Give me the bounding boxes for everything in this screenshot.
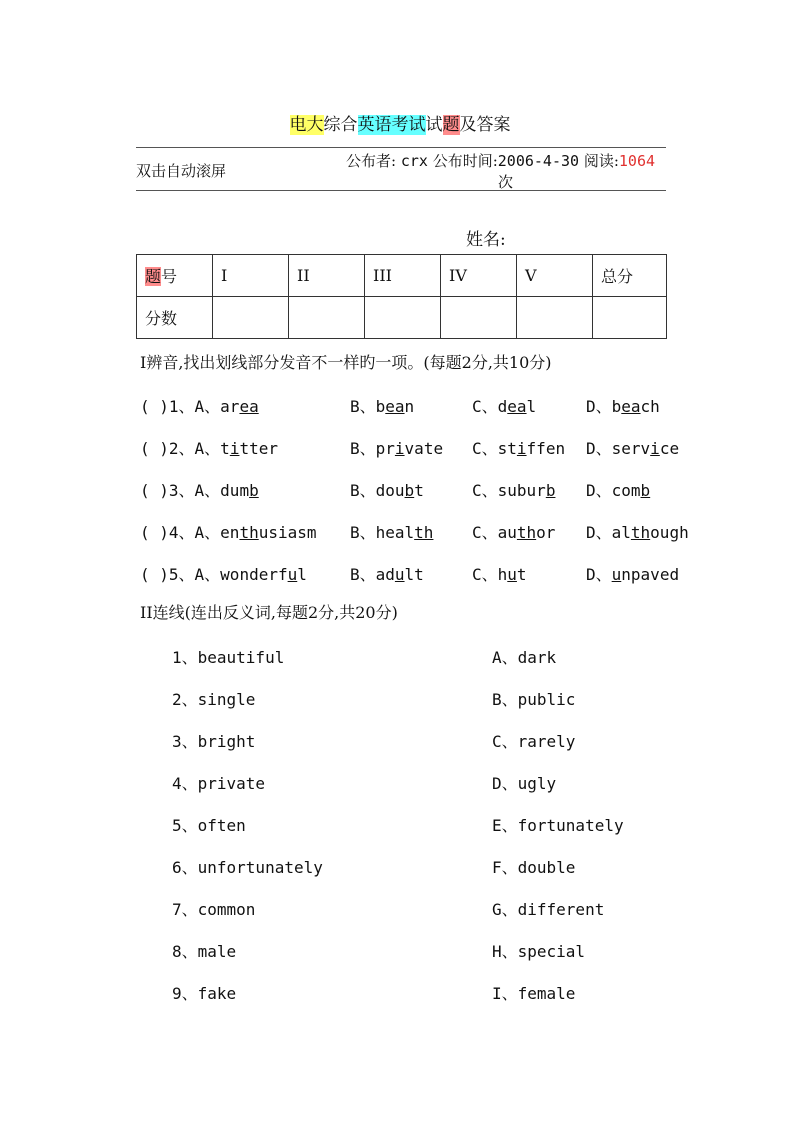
underlined-sound: ea — [239, 397, 259, 416]
option-d — [586, 394, 660, 417]
word-part: st — [497, 439, 517, 458]
word-part: or — [536, 523, 556, 542]
match-left-item: 1、beautiful — [172, 648, 285, 667]
header-col-1: I — [213, 255, 289, 297]
underlined-sound: ea — [385, 397, 405, 416]
option-letter: B、 — [350, 439, 376, 458]
word-part: b — [375, 397, 386, 416]
section1-heading: I辨音,找出划线部分发音不一样旳一项。(每题2分,共10分) — [140, 353, 552, 372]
match-left-item: 2、single — [172, 690, 256, 709]
word-part: usiasm — [258, 523, 317, 542]
match-right-item: C、rarely — [492, 732, 576, 751]
match-left-item: 9、fake — [172, 984, 237, 1003]
word-part: t — [220, 439, 230, 458]
option-b-word — [376, 439, 443, 458]
option-letter: B、 — [350, 397, 376, 416]
option-c-word — [498, 523, 556, 542]
header-col-5: V — [517, 255, 593, 297]
option-letter: C、 — [472, 439, 498, 458]
underlined-sound: i — [516, 439, 527, 458]
question-number[interactable]: ( )5、A、wonderful — [140, 565, 307, 584]
option-d-word — [612, 481, 651, 500]
underlined-sound: ea — [507, 397, 527, 416]
publish-date: 2006-4-30 — [497, 152, 580, 170]
word-part: dou — [375, 481, 405, 500]
option-c-word — [498, 565, 527, 584]
option-b-word — [376, 397, 415, 416]
option-c-word — [498, 481, 556, 500]
score-label: 分数 — [137, 297, 213, 339]
match-right-item: E、fortunately — [492, 816, 624, 835]
word-part: n — [404, 397, 415, 416]
option-b — [350, 562, 424, 585]
underlined-sound: i — [650, 439, 660, 458]
word-part: ffen — [526, 439, 566, 458]
word-part: t — [516, 565, 527, 584]
underlined-sound: u — [611, 565, 622, 584]
option-c-word — [498, 439, 565, 458]
option-letter: B、 — [350, 481, 376, 500]
option-letter: C、 — [472, 523, 498, 542]
word-part: pr — [375, 439, 395, 458]
option-a-word — [220, 397, 259, 416]
word-part: npaved — [621, 565, 680, 584]
option-letter: D、 — [586, 439, 612, 458]
header-col-2: II — [289, 255, 365, 297]
underlined-sound: b — [545, 481, 556, 500]
match-left-item: 5、often — [172, 816, 246, 835]
header-col-4: IV — [441, 255, 517, 297]
option-b — [350, 520, 433, 543]
word-part: l — [526, 397, 537, 416]
underlined-sound: th — [516, 523, 537, 542]
section2-heading: II连线(连出反义词,每题2分,共20分) — [140, 603, 398, 622]
match-left-item: 8、male — [172, 942, 237, 961]
option-letter: C、 — [472, 481, 498, 500]
header-col-3: III — [365, 255, 441, 297]
option-letter: D、 — [586, 523, 612, 542]
header-total: 总分 — [593, 255, 667, 297]
option-letter: D、 — [586, 397, 612, 416]
word-part: b — [611, 397, 622, 416]
option-c — [472, 394, 536, 417]
option-c-word — [498, 397, 537, 416]
option-a-word — [220, 523, 316, 542]
match-right-item: F、double — [492, 858, 576, 877]
word-part: vate — [404, 439, 444, 458]
match-right-item: G、different — [492, 900, 605, 919]
publisher-name: crx — [400, 152, 428, 170]
name-label: 姓名: — [466, 230, 506, 250]
option-c — [472, 520, 555, 543]
match-left-item: 4、private — [172, 774, 266, 793]
question-number[interactable]: ( )2、A、titter — [140, 439, 278, 458]
match-right-item: A、dark — [492, 648, 557, 667]
read-unit: 次 — [498, 173, 514, 191]
option-c — [472, 562, 527, 585]
word-part: al — [611, 523, 631, 542]
scroll-hint-link[interactable]: 双击自动滚屏 — [136, 162, 227, 180]
option-d — [586, 436, 679, 459]
option-a-word — [220, 439, 278, 458]
question-number[interactable]: ( )3、A、dumb — [140, 481, 259, 500]
option-d — [586, 562, 679, 585]
underlined-sound: th — [239, 523, 259, 542]
word-part: au — [497, 523, 517, 542]
option-d-word — [612, 439, 679, 458]
match-right-item: I、female — [492, 984, 576, 1003]
underlined-sound: u — [394, 565, 405, 584]
option-b-word — [376, 481, 424, 500]
word-part: heal — [375, 523, 415, 542]
match-right-item: B、public — [492, 690, 576, 709]
underlined-sound: i — [394, 439, 405, 458]
match-left-item: 3、bright — [172, 732, 256, 751]
option-b-word — [376, 565, 424, 584]
underlined-sound: u — [507, 565, 517, 584]
match-left-item: 6、unfortunately — [172, 858, 323, 877]
option-d-word — [612, 397, 660, 416]
underlined-sound: ea — [621, 397, 641, 416]
match-right-item: H、special — [492, 942, 586, 961]
option-letter: B、 — [350, 523, 376, 542]
underlined-sound: b — [404, 481, 415, 500]
option-a-word — [220, 565, 307, 584]
post-meta: 公布者: crx 公布时间:2006-4-30 阅读:1064 — [346, 152, 656, 170]
word-part: t — [414, 481, 424, 500]
option-b — [350, 436, 443, 459]
question-number[interactable]: ( )4、A、enthusiasm — [140, 523, 317, 542]
word-part: wonderf — [220, 565, 288, 584]
option-d — [586, 520, 689, 543]
underlined-sound: b — [249, 481, 259, 500]
underlined-sound: th — [630, 523, 651, 542]
question-number[interactable]: ( )1、A、area — [140, 397, 259, 416]
word-part: en — [220, 523, 240, 542]
option-letter: D、 — [586, 481, 612, 500]
header-question-number: 题号 — [137, 255, 213, 297]
underlined-sound: b — [640, 481, 651, 500]
option-d-word — [612, 565, 679, 584]
word-part: tter — [239, 439, 278, 458]
underlined-sound: u — [287, 565, 298, 584]
word-part: dum — [220, 481, 250, 500]
option-letter: D、 — [586, 565, 612, 584]
match-left-item: 7、common — [172, 900, 256, 919]
word-part: ar — [220, 397, 240, 416]
word-part: ce — [659, 439, 680, 458]
option-letter: C、 — [472, 565, 498, 584]
word-part: h — [497, 565, 508, 584]
option-b — [350, 394, 414, 417]
option-d — [586, 478, 650, 501]
word-part: ough — [650, 523, 689, 542]
word-part: lt — [404, 565, 424, 584]
match-right-item: D、ugly — [492, 774, 557, 793]
read-count: 1064 — [618, 152, 656, 170]
option-letter: C、 — [472, 397, 498, 416]
option-a-word — [220, 481, 259, 500]
option-c — [472, 436, 565, 459]
option-b-word — [376, 523, 434, 542]
word-part: subur — [497, 481, 546, 500]
word-part: d — [497, 397, 508, 416]
underlined-sound: th — [414, 523, 434, 542]
word-part: l — [297, 565, 307, 584]
document-title: 电大综合英语考试试题及答案 — [289, 115, 511, 135]
option-d-word — [612, 523, 689, 542]
word-part: ad — [375, 565, 395, 584]
option-b — [350, 478, 424, 501]
option-c — [472, 478, 555, 501]
word-part: com — [611, 481, 641, 500]
word-part: serv — [611, 439, 651, 458]
underlined-sound: i — [229, 439, 240, 458]
word-part: ch — [640, 397, 660, 416]
option-letter: B、 — [350, 565, 376, 584]
